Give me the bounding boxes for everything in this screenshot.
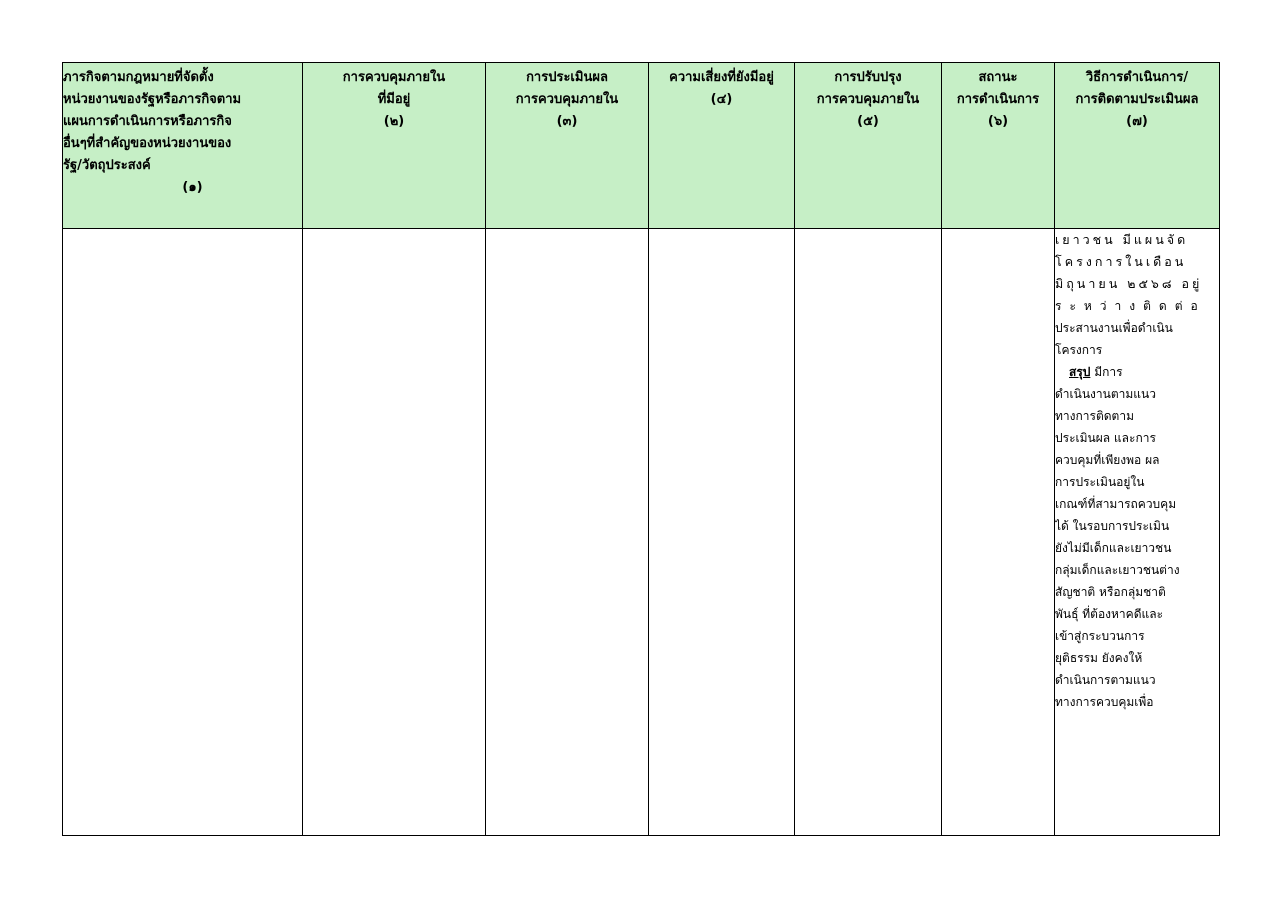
cell-existing-control	[303, 229, 486, 836]
text-line: เข้าสู่กระบวนการ	[1055, 629, 1145, 643]
header-line: ความเสี่ยงที่ยังมีอยู่	[669, 70, 774, 85]
text-line: ทางการควบคุมเพื่อ	[1055, 695, 1154, 709]
header-line: รัฐ/วัตถุประสงค์	[63, 158, 151, 173]
header-line: ที่มีอยู่	[377, 92, 411, 107]
text-line: ควบคุมที่เพียงพอ ผล	[1055, 453, 1160, 467]
header-number: (๒)	[383, 114, 405, 129]
header-line: ภารกิจตามกฎหมายที่จัดตั้ง	[63, 70, 214, 85]
text-line: ได้ ในรอบการประเมิน	[1055, 519, 1170, 533]
text-line: เยาวชน มีแผนจัด	[1055, 232, 1189, 247]
cell-remaining-risk	[649, 229, 795, 836]
cell-control-evaluation	[486, 229, 649, 836]
summary-text: มีการ	[1094, 365, 1123, 379]
header-number: (๓)	[556, 114, 578, 129]
table-row	[63, 229, 1220, 836]
text-line: เกณฑ์ที่สามารถควบคุม	[1055, 497, 1177, 511]
header-number: (๗)	[1126, 114, 1148, 129]
text-line: การประเมินอยู่ใน	[1055, 475, 1145, 489]
cell-status	[942, 229, 1055, 836]
header-existing-control	[303, 63, 486, 229]
cell-control-improvement	[795, 229, 942, 836]
header-line: การปรับปรุง	[834, 70, 902, 85]
header-number: (๔)	[710, 92, 733, 107]
header-line: การติดตามประเมินผล	[1075, 92, 1199, 107]
header-row	[63, 63, 1220, 229]
header-line: การควบคุมภายใน	[342, 70, 446, 85]
header-line: การควบคุมภายใน	[816, 92, 920, 107]
summary-label: สรุป	[1069, 365, 1091, 379]
header-line: การควบคุมภายใน	[515, 92, 619, 107]
header-number: (๖)	[987, 114, 1009, 129]
text-line: กลุ่มเด็กและเยาวชนต่าง	[1055, 563, 1180, 577]
header-line: การประเมินผล	[526, 70, 608, 85]
header-line: สถานะ	[978, 70, 1018, 85]
cell-mission	[63, 229, 303, 836]
text-line: ประเมินผล และการ	[1055, 431, 1156, 445]
header-method-followup	[1055, 63, 1220, 229]
header-line: อื่นๆที่สำคัญของหน่วยงานของ	[63, 136, 232, 151]
summary-line	[1055, 361, 1219, 383]
text-line: ยังไม่มีเด็กและเยาวชน	[1055, 541, 1172, 555]
header-line: การดำเนินการ	[956, 92, 1040, 107]
internal-control-table	[62, 62, 1220, 836]
header-number: (๑)	[182, 180, 203, 195]
text-line: สัญชาติ หรือกลุ่มชาติ	[1055, 585, 1166, 599]
text-line: ดำเนินการตามแนว	[1055, 673, 1156, 687]
header-status	[942, 63, 1055, 229]
header-number: (๕)	[857, 114, 879, 129]
text-line: มิถุนายน ๒๕๖๘ อยู่	[1055, 276, 1203, 291]
text-line: ดำเนินงานตามแนว	[1055, 387, 1156, 401]
header-line: หน่วยงานของรัฐหรือภารกิจตาม	[63, 92, 242, 107]
header-line: วิธีการดำเนินการ/	[1085, 70, 1189, 85]
header-control-improvement	[795, 63, 942, 229]
text-line: ระหว่างติดต่อ	[1055, 299, 1206, 313]
text-line: โครงการในเดือน	[1055, 254, 1187, 269]
text-line: ทางการติดตาม	[1055, 409, 1134, 423]
header-control-evaluation	[486, 63, 649, 229]
header-remaining-risk	[649, 63, 795, 229]
text-line: ยุติธรรม ยังคงให้	[1055, 651, 1143, 665]
text-line: พันธุ์ ที่ต้องหาคดีและ	[1055, 607, 1164, 621]
header-mission	[63, 63, 303, 229]
header-line: แผนการดำเนินการหรือภารกิจ	[63, 114, 232, 129]
cell-method-followup	[1055, 229, 1220, 836]
text-line: โครงการ	[1055, 343, 1103, 357]
text-line: ประสานงานเพื่อดำเนิน	[1055, 321, 1173, 335]
